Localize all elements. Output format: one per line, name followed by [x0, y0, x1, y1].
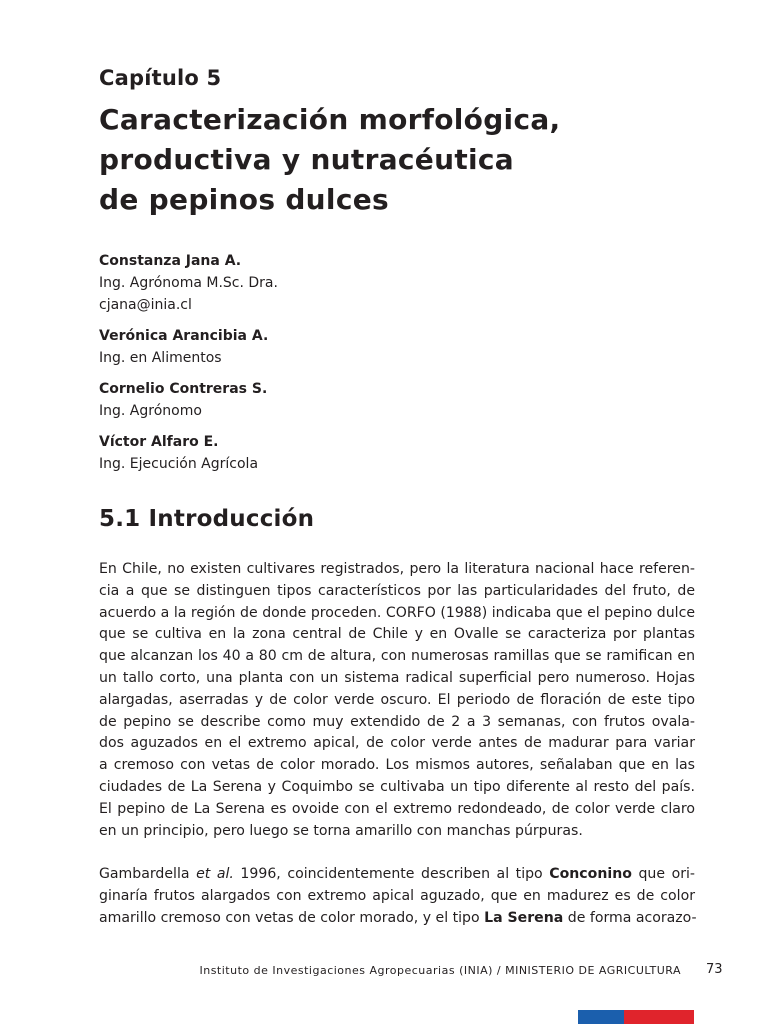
text-line: en un principio, pero luego se torna amarillo con manchas púrpuras.: [99, 822, 583, 839]
chapter-title-line: productiva y nutracéutica: [99, 143, 514, 176]
text-line: alargadas, aserradas y de color verde oscuro. El periodo de floración de este tipo: [99, 691, 695, 708]
text-run-bold: Conconino: [549, 866, 632, 883]
author-title: Ing. Agrónoma M.Sc. Dra.: [99, 275, 278, 291]
author-title: Ing. en Alimentos: [99, 350, 222, 366]
text-run: que ori-: [631, 866, 696, 883]
author-name: Cornelio Contreras S.: [99, 381, 268, 397]
chapter-title-line: de pepinos dulces: [99, 183, 389, 216]
text-run-italic: et al.: [196, 866, 234, 883]
author-block: [99, 325, 699, 369]
author-name: Constanza Jana A.: [99, 253, 242, 269]
author-block: [99, 378, 699, 422]
author-block: [99, 250, 699, 316]
text-run: de forma acorazo-: [563, 909, 697, 926]
author-name: Víctor Alfaro E.: [99, 434, 219, 450]
text-run: Gambardella: [99, 866, 197, 883]
author-block: [99, 431, 699, 475]
text-line: [99, 864, 695, 886]
text-line: que alcanzan los 40 a 80 cm de altura, con numerosas ramillas que se ramifican en: [99, 648, 695, 665]
author-title: Ing. Ejecución Agrícola: [99, 456, 259, 472]
section-body: [99, 559, 695, 930]
text-run: 1996, coincidentemente describen al tipo: [233, 866, 550, 883]
text-run-bold: La Serena: [484, 909, 564, 926]
text-line: cia a que se distinguen tipos característicos por las particularidades del fruto, de: [99, 582, 695, 599]
text-line: acuerdo a la región de donde proceden. CORFO (1988) indicaba que el pepino dulce: [99, 604, 695, 621]
text-line: [99, 908, 695, 930]
text-line: ciudades de La Serena y Coquimbo se cultivaba un tipo diferente al resto del país.: [99, 778, 695, 795]
text-line: que se cultiva en la zona central de Chile y en Ovalle se caracteriza por plantas: [99, 626, 695, 643]
text-line: En Chile, no existen cultivares registrados, pero la literatura nacional hace referen-: [99, 561, 695, 577]
paragraph-2: [99, 864, 695, 929]
text-line: de pepino se describe como muy extendido de 2 a 3 semanas, con frutos ovala-: [99, 713, 695, 730]
section-heading: 5.1 Introducción: [99, 506, 315, 532]
footer-publisher: Instituto de Investigaciones Agropecuarias (INIA) / MINISTERIO DE AGRICULTURA: [199, 964, 681, 977]
chapter-title: [99, 100, 699, 220]
page-footer: [0, 962, 768, 982]
text-line: dos aguzados en el extremo apical, de color verde antes de madurar para variar: [99, 735, 695, 752]
flag-red-segment: [624, 1010, 694, 1024]
author-list: [99, 250, 699, 484]
author-name: Verónica Arancibia A.: [99, 328, 269, 344]
chapter-title-line: Caracterización morfológica,: [99, 103, 561, 136]
text-line: El pepino de La Serena es ovoide con el extremo redondeado, de color verde claro: [99, 800, 695, 817]
author-title: Ing. Agrónomo: [99, 403, 202, 419]
text-line: un tallo corto, una planta con un sistema radical superficial pero numeroso. Hojas: [99, 669, 695, 686]
flag-blue-segment: [578, 1010, 624, 1024]
text-line: a cremoso con vetas de color morado. Los mismos autores, señalaban que en las: [99, 757, 695, 774]
text-run: amarillo cremoso con vetas de color morado, y el tipo: [99, 909, 485, 926]
paragraph-1: [99, 559, 695, 842]
text-line: ginaría frutos alargados con extremo apical aguzado, que en madurez es de color: [99, 888, 695, 905]
flag-color-bar: [578, 1010, 694, 1024]
page-number: 73: [706, 962, 723, 977]
author-email[interactable]: cjana@inia.cl: [99, 297, 192, 313]
chapter-label: Capítulo 5: [99, 66, 222, 90]
